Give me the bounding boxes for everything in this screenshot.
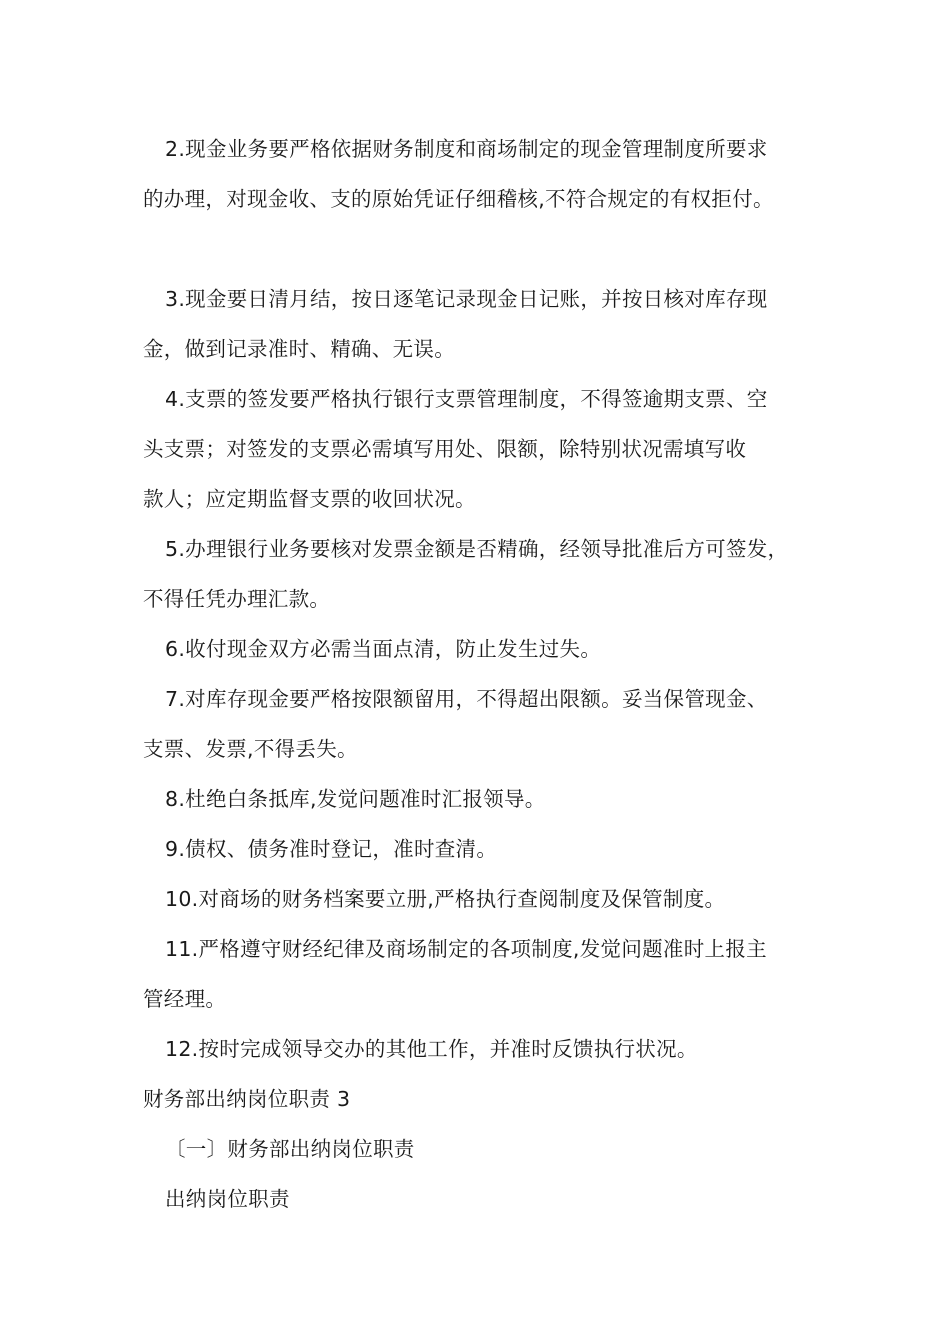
paragraph-5-line-2: 不得任凭办理汇款。 [143, 587, 331, 611]
paragraph-12: 12.按时完成领导交办的其他工作，并准时反馈执行状况。 [165, 1037, 698, 1061]
paragraph-3-line-2: 金，做到记录准时、精确、无误。 [143, 337, 455, 361]
section-heading: 财务部出纳岗位职责 3 [143, 1087, 351, 1111]
paragraph-11-line-2: 管经理。 [143, 987, 227, 1011]
paragraph-4-line-1: 4.支票的签发要严格执行银行支票管理制度，不得签逾期支票、空 [165, 387, 768, 411]
paragraph-3-line-1: 3.现金要日清月结，按日逐笔记录现金日记账，并按日核对库存现 [165, 287, 768, 311]
paragraph-2-line-2: 的办理，对现金收、支的原始凭证仔细稽核,不符合规定的有权拒付。 [143, 187, 774, 211]
paragraph-4-line-2: 头支票；对签发的支票必需填写用处、限额，除特别状况需填写收 [143, 437, 747, 461]
paragraph-5-line-1: 5.办理银行业务要核对发票金额是否精确，经领导批准后方可签发， [165, 537, 789, 561]
paragraph-9: 9.债权、债务准时登记，准时查清。 [165, 837, 498, 861]
paragraph-11-line-1: 11.严格遵守财经纪律及商场制定的各项制度,发觉问题准时上报主 [165, 937, 767, 961]
paragraph-7-line-1: 7.对库存现金要严格按限额留用，不得超出限额。妥当保管现金、 [165, 687, 768, 711]
paragraph-2-line-1: 2.现金业务要严格依据财务制度和商场制定的现金管理制度所要求 [165, 137, 768, 161]
paragraph-10: 10.对商场的财务档案要立册,严格执行查阅制度及保管制度。 [165, 887, 726, 911]
subsection-title: 出纳岗位职责 [165, 1187, 290, 1211]
subsection-heading: 〔一〕财务部出纳岗位职责 [165, 1137, 415, 1161]
paragraph-8: 8.杜绝白条抵库,发觉问题准时汇报领导。 [165, 787, 546, 811]
paragraph-4-line-3: 款人；应定期监督支票的收回状况。 [143, 487, 476, 511]
paragraph-6: 6.收付现金双方必需当面点清，防止发生过失。 [165, 637, 602, 661]
paragraph-7-line-2: 支票、发票,不得丢失。 [143, 737, 358, 761]
